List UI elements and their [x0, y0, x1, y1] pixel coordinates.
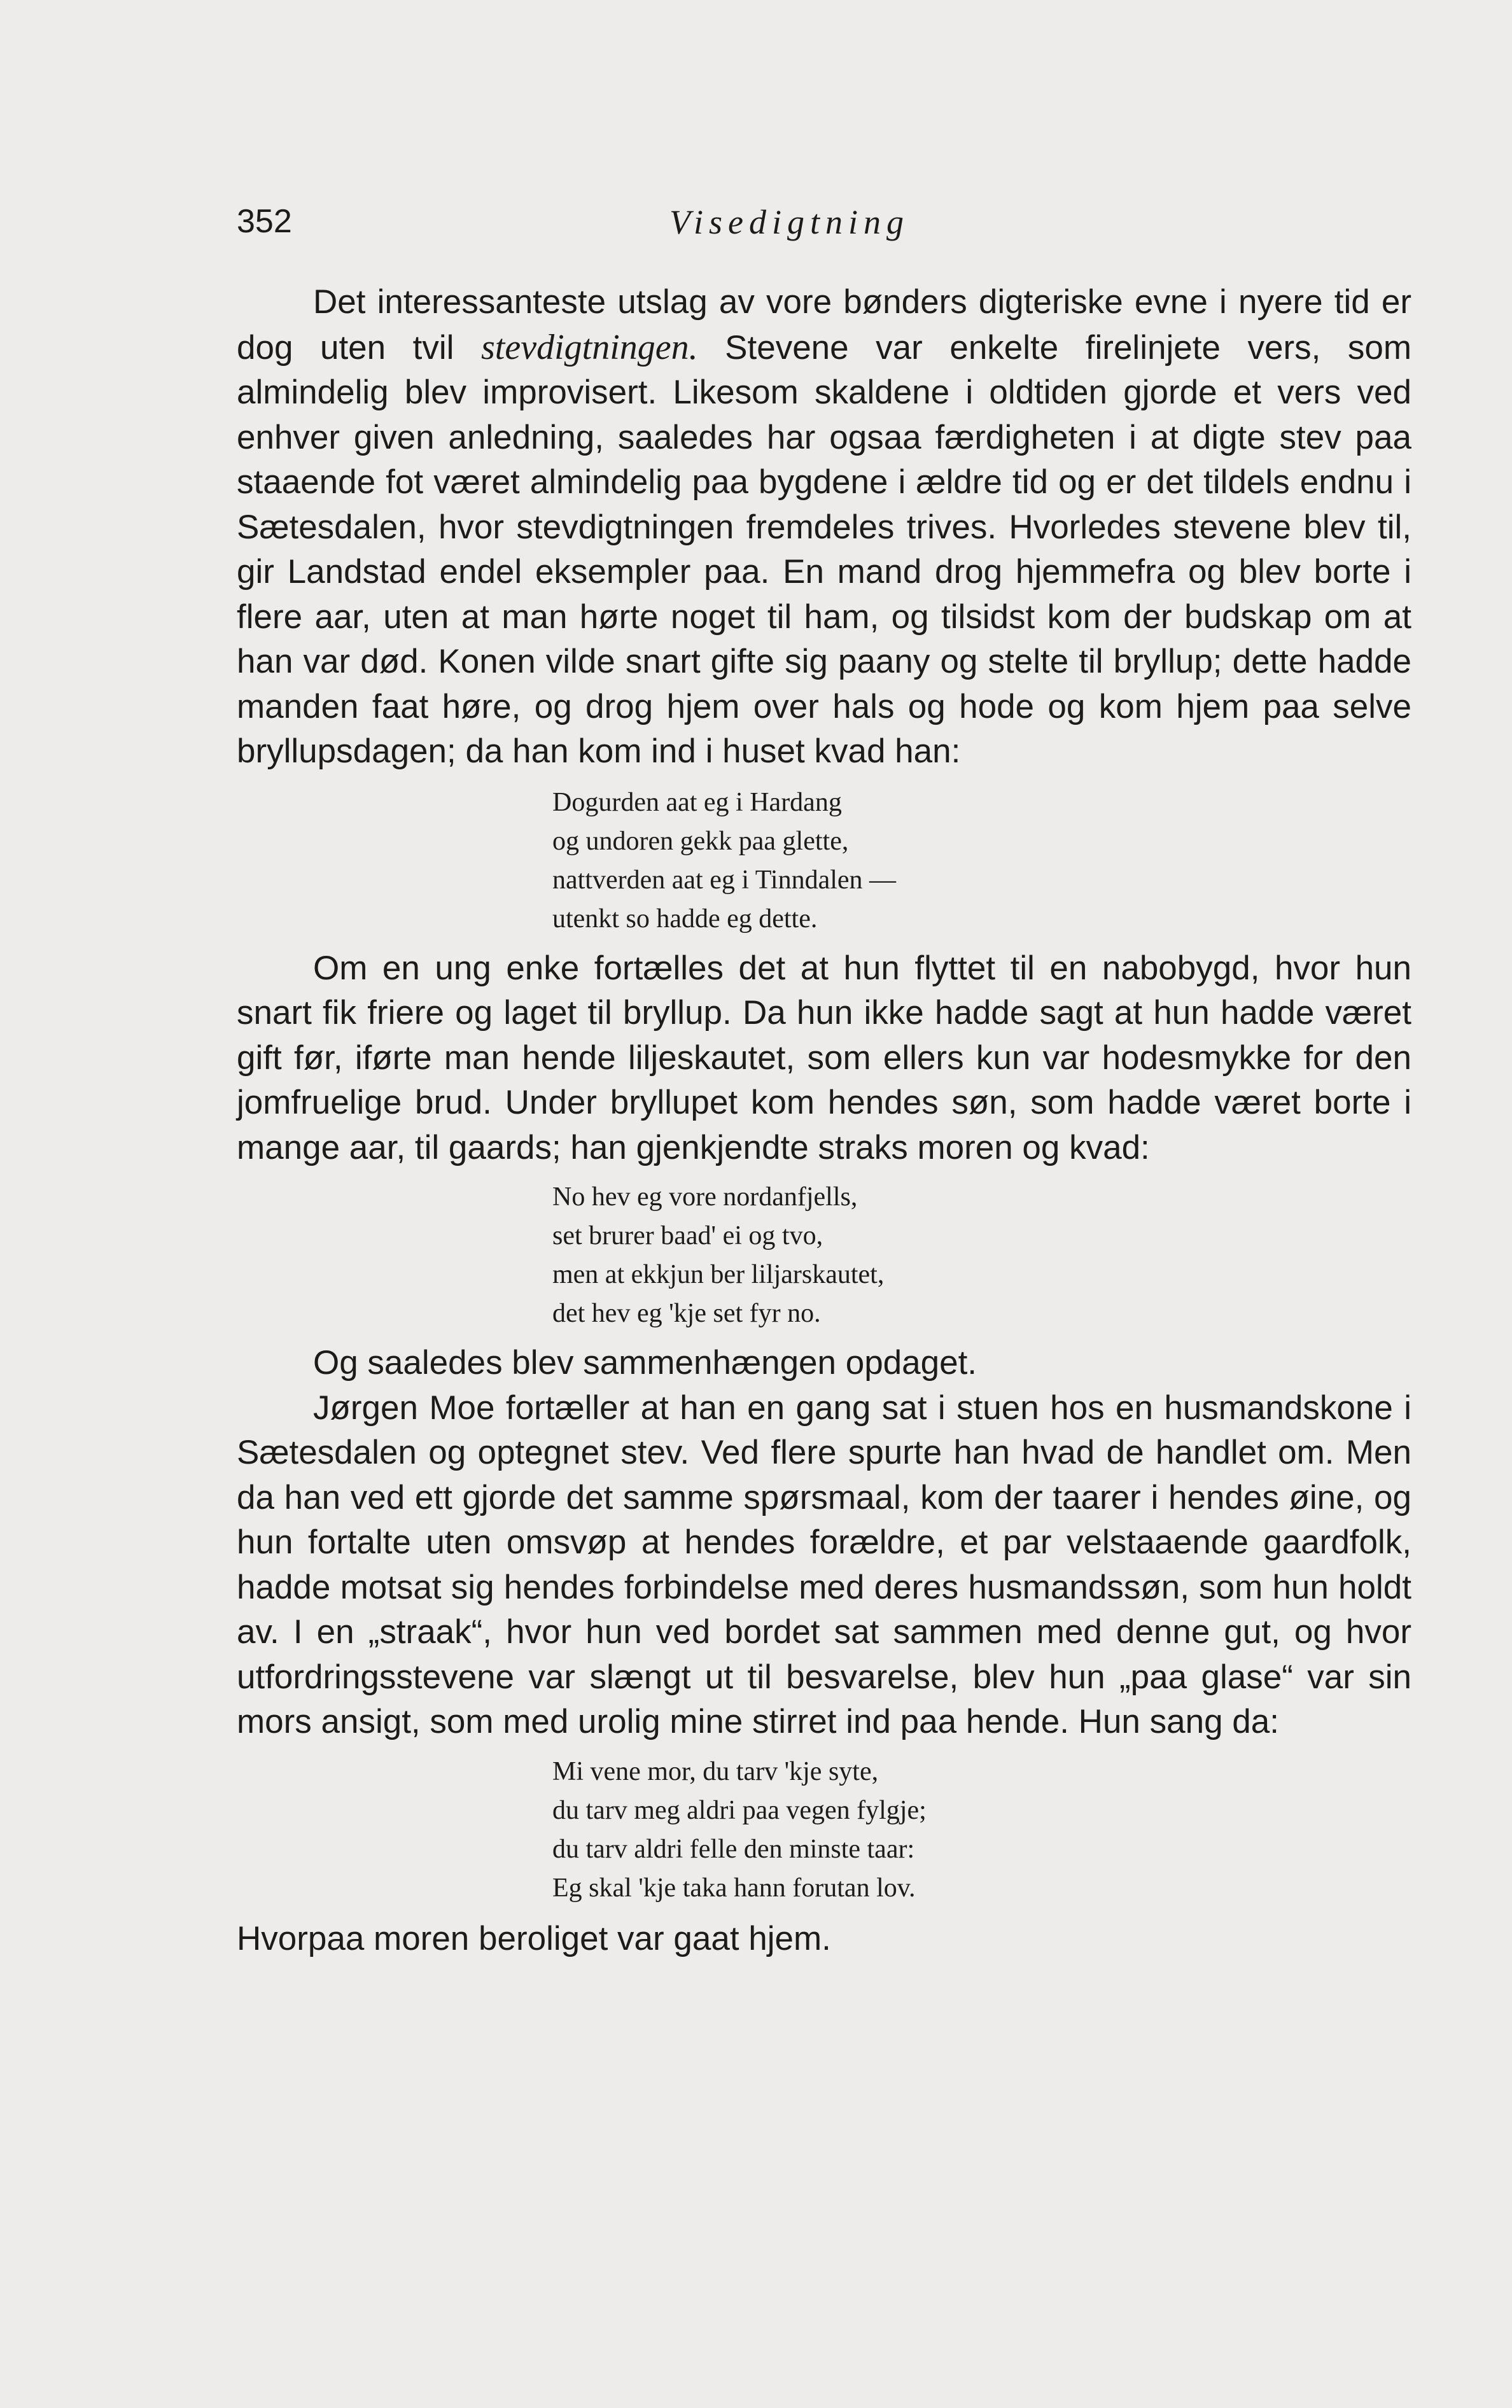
paragraph-text: Det interessanteste utslag av vore bønders digteriske evne i nyere tid er dog uten tvil	[237, 283, 1411, 367]
verse-line: det hev eg 'kje set fyr no.	[552, 1299, 821, 1328]
verse-stanza	[552, 1753, 1411, 1908]
verse-line: Mi vene mor, du tarv 'kje syte,	[552, 1756, 879, 1786]
verse-line: men at ekkjun ber liljarskautet,	[552, 1260, 885, 1289]
verse-stanza	[552, 783, 1411, 939]
paragraph-text: Stevene var enkelte firelinjete vers, som almindelig blev improvisert. Likesom skaldene i oldtiden gjorde et vers ved enhver given anledning, saaledes har ogsaa færdigheten i at digte stev paa staaende fot været almindelig paa bygdene i ældre tid og er det tildels endnu i Sætesdalen, hvor stevdigtningen fremdeles trives. Hvorledes stevene blev til, gir Landstad endel eksempler paa. En mand drog hjemmefra og blev borte i flere aar, uten at man hørte noget til ham, og tilsidst kom der budskap om at han var død. Konen vilde snart gifte sig paany og stelte til bryllup; dette hadde manden faat høre, og drog hjem over hals og hode og kom hjem paa selve bryllupsdagen; da han kom ind i huset kvad han:	[237, 328, 1411, 770]
paragraph-jorgen-moe: Jørgen Moe fortæller at han en gang sat i stuen hos en husmandskone i Sætesdalen og optegnet stev. Ved flere spurte han hvad de handlet om. Men da han ved ett gjorde det samme spørsmaal, kom der taarer i hendes øine, og hun fortalte uten omsvøp at hendes forældre, et par velstaaende gaardfolk, hadde motsat sig hendes forbindelse med deres husmandssøn, som hun holdt av. I en „straak“, hvor hun ved bordet sat sammen med denne gut, og hvor utfordringsstevene var slængt ut til besvarelse, blev hun „paa glase“ var sin mors ansigt, som med urolig mine stirret ind paa hende. Hun sang da:	[237, 1389, 1411, 1740]
verse-line: nattverden aat eg i Tinndalen —	[552, 865, 897, 895]
paragraph-discovered: Og saaledes blev sammenhængen opdaget.	[313, 1344, 977, 1382]
verse-line: utenkt so hadde eg dette.	[552, 904, 818, 934]
verse-line: set brurer baad' ei og tvo,	[552, 1221, 823, 1250]
verse-line: Dogurden aat eg i Hardang	[552, 787, 842, 817]
page-body	[237, 280, 1411, 1961]
paragraph-widow: Om en ung enke fortælles det at hun flyttet til en nabobygd, hvor hun snart fik friere og laget til bryllup. Da hun ikke hadde sagt at hun hadde været gift før, iførte man hende liljeskautet, som ellers kun var hodesmykke for den jomfruelige brud. Under bryllupet kom hendes søn, som hadde været borte i mange aar, til gaards; han gjenkjendte straks moren og kvad:	[237, 949, 1411, 1166]
verse-line: du tarv aldri felle den minste taar:	[552, 1834, 915, 1864]
running-title: Visedigtning	[669, 203, 909, 241]
emphasized-term: stevdigtningen.	[481, 327, 698, 367]
paragraph-closing: Hvorpaa moren beroliget var gaat hjem.	[237, 1919, 831, 1957]
paragraph-stevdigtning	[237, 280, 1411, 774]
page-header	[237, 202, 1420, 253]
verse-stanza	[552, 1178, 1411, 1333]
verse-line: og undoren gekk paa glette,	[552, 826, 849, 856]
page-number: 352	[237, 203, 292, 240]
verse-line: No hev eg vore nordanfjells,	[552, 1182, 858, 1212]
verse-line: du tarv meg aldri paa vegen fylgje;	[552, 1795, 927, 1825]
verse-line: Eg skal 'kje taka hann forutan lov.	[552, 1873, 916, 1903]
